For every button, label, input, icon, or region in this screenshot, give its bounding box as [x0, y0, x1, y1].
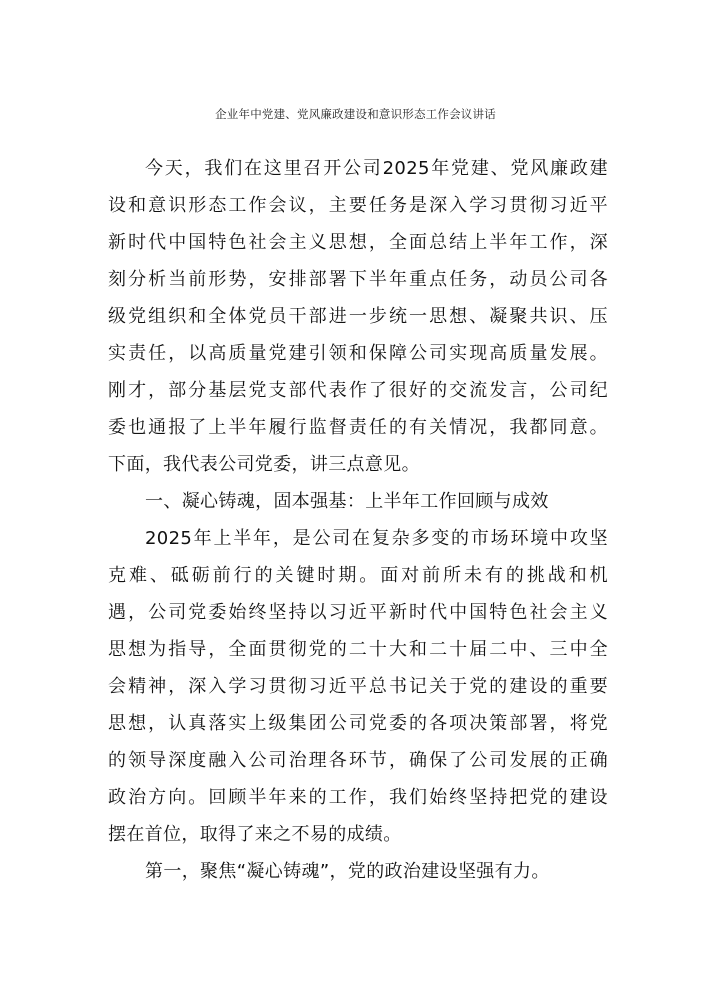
paragraph-line: 政治方向。回顾半年来的工作，我们始终坚持把党的建设 — [108, 787, 608, 808]
paragraph-line: 克难、砥砺前行的关键时期。面对前所未有的挑战和机 — [108, 565, 608, 586]
subsection-heading: 第一，聚焦“凝心铸魂”，党的政治建设坚强有力。 — [145, 861, 550, 882]
paragraph-line: 级党组织和全体党员干部进一步统一思想、凝聚共识、压 — [108, 306, 608, 327]
paragraph-line: 实责任，以高质量党建引领和保障公司实现高质量发展。 — [108, 343, 608, 364]
paragraph-line: 的领导深度融入公司治理各环节，确保了公司发展的正确 — [108, 750, 608, 771]
paragraph-line: 下面，我代表公司党委，讲三点意见。 — [108, 454, 420, 475]
paragraph-line: 摆在首位，取得了来之不易的成绩。 — [108, 824, 402, 845]
section-heading: 一、凝心铸魂，固本强基：上半年工作回顾与成效 — [145, 491, 549, 512]
paragraph-line: 2025年上半年，是公司在复杂多变的市场环境中攻坚 — [145, 528, 608, 549]
paragraph-line: 刚才，部分基层党支部代表作了很好的交流发言，公司纪 — [108, 380, 608, 401]
paragraph-line: 会精神，深入学习贯彻习近平总书记关于党的建设的重要 — [108, 676, 608, 697]
paragraph-line: 新时代中国特色社会主义思想，全面总结上半年工作，深 — [108, 232, 608, 253]
paragraph-line: 委也通报了上半年履行监督责任的有关情况，我都同意。 — [108, 417, 608, 438]
document-body — [108, 150, 608, 890]
paragraph-line: 今天，我们在这里召开公司2025年党建、党风廉政建 — [145, 158, 608, 179]
paragraph-line: 刻分析当前形势，安排部署下半年重点任务，动员公司各 — [108, 269, 608, 290]
paragraph-line: 设和意识形态工作会议，主要任务是深入学习贯彻习近平 — [108, 195, 608, 216]
paragraph-line: 遇，公司党委始终坚持以习近平新时代中国特色社会主义 — [108, 602, 608, 623]
paragraph-line: 思想为指导，全面贯彻党的二十大和二十届二中、三中全 — [108, 639, 608, 660]
document-title: 企业年中党建、党风廉政建设和意识形态工作会议讲话 — [215, 107, 496, 121]
paragraph-line: 思想，认真落实上级集团公司党委的各项决策部署，将党 — [108, 713, 608, 734]
